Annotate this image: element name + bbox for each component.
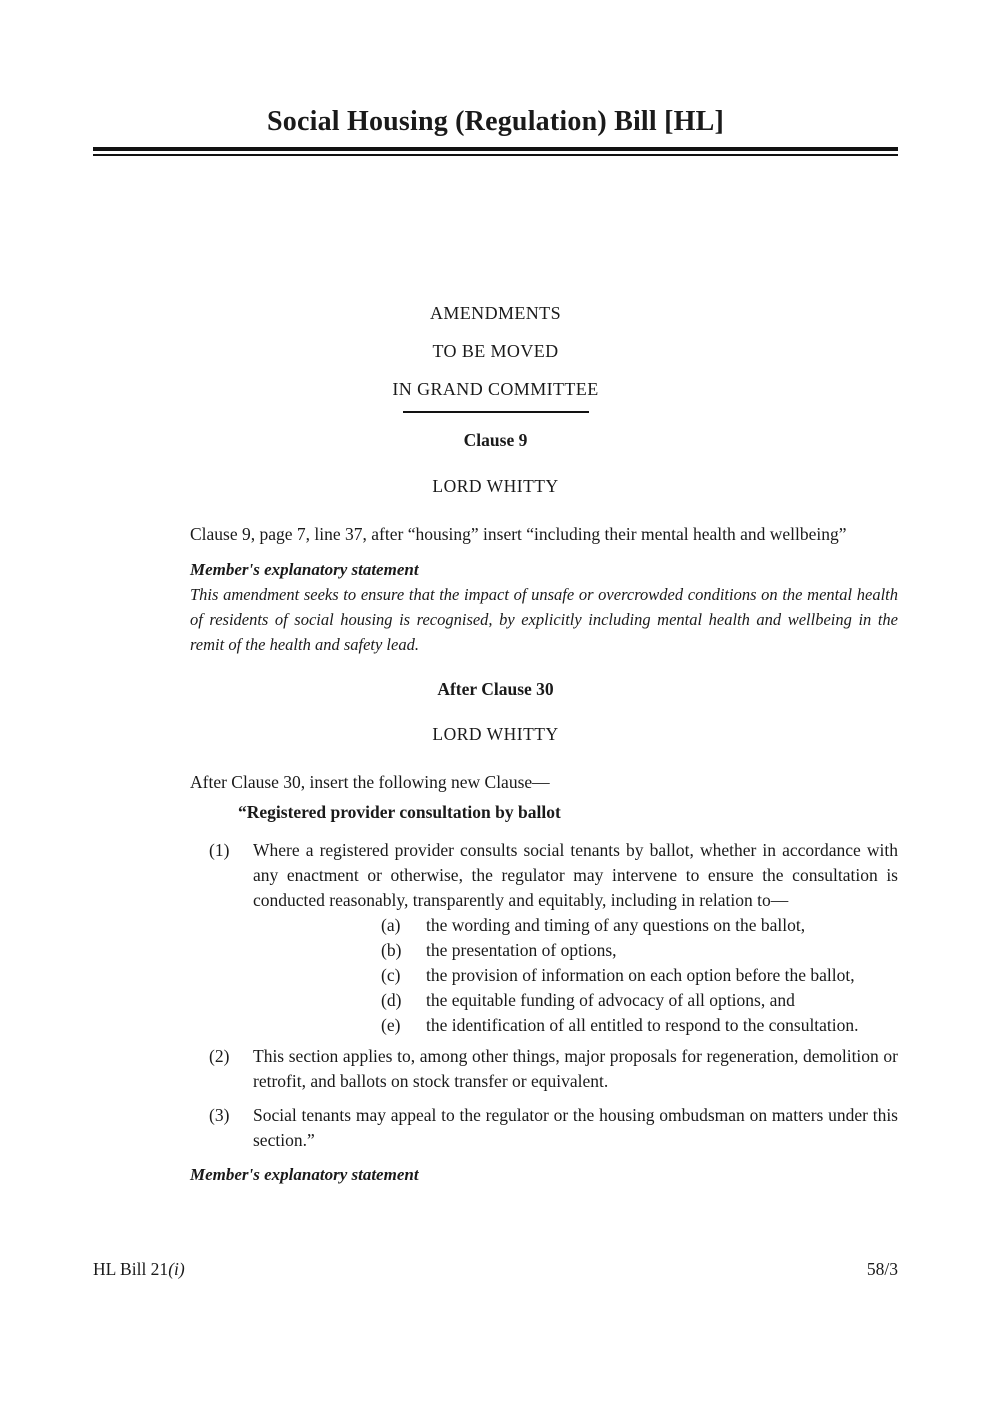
notice-block [93, 294, 898, 413]
list-item-a [381, 913, 898, 938]
notice-line-to-be-moved: TO BE MOVED [432, 341, 559, 361]
footer-bill-ref-suffix: (i) [168, 1259, 185, 1279]
list-item-e [381, 1013, 898, 1038]
amendment-2-member-name: LORD WHITTY [432, 724, 559, 744]
subsection-3-number: (3) [209, 1105, 230, 1125]
clause-9-heading: Clause 9 [463, 430, 528, 450]
subsection-3-row [209, 1103, 898, 1153]
list-item-b-label: (b) [381, 940, 402, 960]
title-double-rule [93, 147, 898, 156]
footer-sheet-reference: 58/3 [866, 1259, 898, 1279]
subsection-1-text: Where a registered provider consults social tenants by ballot, whether in accordance with any enactment or otherwise, the regulator may intervene to ensure the consultation is conducted reasonably, transparently and equitably, including in relation to— [253, 840, 898, 910]
list-item-e-label: (e) [381, 1015, 401, 1035]
subsection-2-text: This section applies to, among other things, major proposals for regeneration, demolition or retrofit, and ballots on stock transfer or equivalent. [253, 1046, 898, 1091]
new-clause-title: “Registered provider consultation by ballot [238, 802, 561, 822]
subsection-1-items [209, 913, 898, 1038]
subsection-2 [209, 1044, 898, 1094]
subsection-1-number: (1) [209, 840, 230, 860]
list-item-c [381, 963, 898, 988]
subsection-1-row [209, 838, 898, 913]
notice-underline-rule [403, 411, 589, 413]
list-item-a-label: (a) [381, 915, 401, 935]
amendment-1-member-name: LORD WHITTY [432, 476, 559, 496]
list-item-b-text: the presentation of options, [426, 940, 617, 960]
list-item-e-text: the identification of all entitled to respond to the consultation. [426, 1015, 859, 1035]
subsection-2-row [209, 1044, 898, 1094]
footer-bill-ref-text: HL Bill 21 [93, 1259, 169, 1279]
amendment-2-instruction: After Clause 30, insert the following new Clause— [190, 772, 550, 792]
after-clause-30-heading: After Clause 30 [437, 679, 554, 699]
list-item-d [381, 988, 898, 1013]
list-item-c-label: (c) [381, 965, 401, 985]
amendment-1-instruction: Clause 9, page 7, line 37, after “housing” insert “including their mental health and wellbeing” [190, 524, 847, 544]
document-title: Social Housing (Regulation) Bill [HL] [267, 106, 724, 137]
footer-bill-reference [93, 1257, 185, 1282]
list-item-d-label: (d) [381, 990, 402, 1010]
list-item-a-text: the wording and timing of any questions on the ballot, [426, 915, 806, 935]
list-item-c-text: the provision of information on each option before the ballot, [426, 965, 855, 985]
subsection-2-number: (2) [209, 1046, 230, 1066]
subsection-1 [209, 838, 898, 1038]
subsection-3-text: Social tenants may appeal to the regulator or the housing ombudsman on matters under this section.” [253, 1105, 898, 1150]
amendment-1-explanatory-heading: Member's explanatory statement [190, 560, 419, 579]
amendment-1-explanatory-text: This amendment seeks to ensure that the impact of unsafe or overcrowded conditions on the mental health of residents of social housing is recognised, by explicitly including mental health and wellbeing in the remit of the health and safety lead. [190, 585, 898, 654]
list-item-b [381, 938, 898, 963]
subsection-3 [209, 1103, 898, 1153]
list-item-d-text: the equitable funding of advocacy of all options, and [426, 990, 795, 1010]
notice-line-amendments: AMENDMENTS [429, 303, 561, 323]
amendment-2-explanatory-heading: Member's explanatory statement [190, 1165, 419, 1184]
page-footer [93, 1257, 898, 1282]
notice-line-in-grand-committee: IN GRAND COMMITTEE [392, 379, 599, 399]
